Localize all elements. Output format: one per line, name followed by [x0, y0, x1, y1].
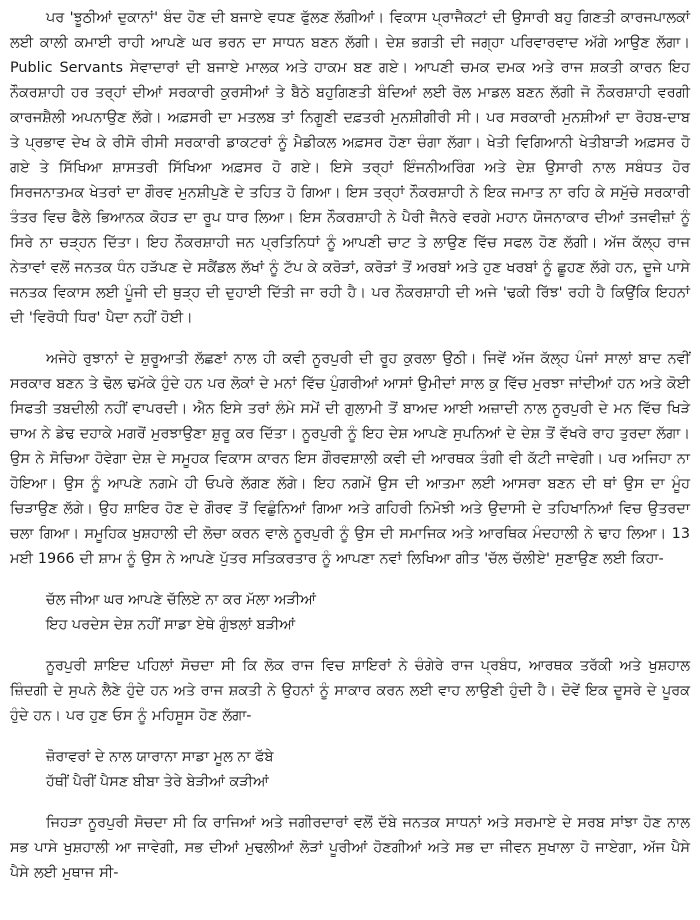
paragraph-poverty: ਜਿਹੜਾ ਨੂਰਪੁਰੀ ਸੋਚਦਾ ਸੀ ਕਿ ਰਾਜਿਆਂ ਅਤੇ ਜਗੀਰਦਾਰਾਂ ਵਲੋਂ ਦੱਬੇ ਜਨਤਕ ਸਾਧਨਾਂ ਅਤੇ ਸਰਮਾਏ ਦੇ ਸਰਬ ਸਾਂਝਾ ਹੋਣ ਨਾਲ ਸਭ ਪਾਸੇ ਖੁਸ਼ਹਾਲੀ ਆ ਜਾਵੇਗੀ, ਸਭ ਦੀਆਂ ਮੁਢਲੀਆਂ ਲੋੜਾਂ ਪੂਰੀਆਂ ਹੋਣਗੀਆਂ ਅਤੇ ਸਭ ਦਾ ਜੀਵਨ ਸੁਖਾਲਾ ਹੋ ਜਾਏਗਾ, ਅੱਜ ਪੈਸੇ ਪੈਸੇ ਲਈ ਮੁਥਾਜ ਸੀ-	[10, 815, 690, 881]
verse-zoravaran	[46, 745, 690, 795]
verse-line: ਚੱਲ ਜੀਆ ਘਰ ਆਪਣੇ ਚੱਲਿਏ ਨਾ ਕਰ ਮੱਲਾ ਅੜੀਆਂ	[46, 592, 316, 608]
verse-line: ਹੱਥੀਂ ਪੈਰੀਂ ਪੈਸਣ ਬੀਬਾ ਤੇਰੇ ਬੇੜੀਆਂ ਕੜੀਆਂ	[46, 774, 269, 790]
paragraph-poets-dreams: ਨੂਰਪੁਰੀ ਸ਼ਾਇਦ ਪਹਿਲਾਂ ਸੋਚਦਾ ਸੀ ਕਿ ਲੋਕ ਰਾਜ ਵਿਚ ਸ਼ਾਇਰਾਂ ਨੇ ਚੰਗੇਰੇ ਰਾਜ ਪ੍ਰਬੰਧ, ਆਰਥਕ ਤਰੱਕੀ ਅਤੇ ਖੁਸ਼ਹਾਲ ਜ਼ਿੰਦਗੀ ਦੇ ਸੁਪਨੇ ਲੈਣੇ ਹੁੰਦੇ ਹਨ ਅਤੇ ਰਾਜ ਸ਼ਕਤੀ ਨੇ ਉਹਨਾਂ ਨੂੰ ਸਾਕਾਰ ਕਰਨ ਲਈ ਵਾਹ ਲਾਉਣੀ ਹੁੰਦੀ ਹੈ। ਦੋਵੇਂ ਇਕ ਦੂਸਰੇ ਦੇ ਪੂਰਕ ਹੁੰਦੇ ਹਨ। ਪਰ ਹੁਣ ਓਸ ਨੂੰ ਮਹਿਸੂਸ ਹੋਣ ਲੱਗਾ-	[10, 658, 690, 724]
verse-line: ਜ਼ੋਰਾਵਰਾਂ ਦੇ ਨਾਲ ਯਾਰਾਨਾ ਸਾਡਾ ਮੂਲ ਨਾ ਫੱਬੇ	[46, 749, 274, 765]
paragraph-bureaucracy: ਪਰ 'ਝੂਠੀਆਂ ਦੁਕਾਨਾਂ' ਬੰਦ ਹੋਣ ਦੀ ਬਜਾਏ ਵਧਣ ਫੁੱਲਣ ਲੱਗੀਆਂ। ਵਿਕਾਸ ਪ੍ਰਾਜੈਕਟਾਂ ਦੀ ਉਸਾਰੀ ਬਹੁ ਗਿਣਤੀ ਕਾਰਜਪਾਲਕਾਂ ਲਈ ਕਾਲੀ ਕਮਾਈ ਰਾਹੀ ਆਪਣੇ ਘਰ ਭਰਨ ਦਾ ਸਾਧਨ ਬਣਨ ਲੱਗੀ। ਦੇਸ਼ ਭਗਤੀ ਦੀ ਜਗ੍ਹਾ ਪਰਿਵਾਰਵਾਦ ਅੱਗੇ ਆਉਣ ਲੱਗਾ। Public Servants ਸੇਵਾਦਾਰਾਂ ਦੀ ਬਜਾਏ ਮਾਲਕ ਅਤੇ ਹਾਕਮ ਬਣ ਗਏ। ਆਪਣੀ ਚਮਕ ਦਮਕ ਅਤੇ ਰਾਜ ਸ਼ਕਤੀ ਕਾਰਨ ਇਹ ਨੌਕਰਸ਼ਾਹੀ ਹਰ ਤਰ੍ਹਾਂ ਦੀਆਂ ਸਰਕਾਰੀ ਕੁਰਸੀਆਂ ਤੇ ਬੈਠੇ ਬਹੁਗਿਣਤੀ ਬੰਦਿਆਂ ਲਈ ਰੋਲ ਮਾਡਲ ਬਣਨ ਲੱਗੀ ਜੋ ਨੌਕਰਸ਼ਾਹੀ ਵਰਗੀ ਕਾਰਜਸ਼ੈਲੀ ਅਪਨਾਉਣ ਲੱਗੇ। ਅਫ਼ਸਰੀ ਦਾ ਮਤਲਬ ਤਾਂ ਨਿਗੂਣੀ ਦਫ਼ਤਰੀ ਮੁਨਸ਼ੀਗੀਰੀ ਸੀ। ਪਰ ਸਰਕਾਰੀ ਮੁਨਸ਼ੀਆਂ ਦਾ ਰੋਹਬ-ਦਾਬ ਤੇ ਪ੍ਰਭਾਵ ਦੇਖ ਕੇ ਰੀਸੋ ਰੀਸੀ ਸਰਕਾਰੀ ਡਾਕਟਰਾਂ ਨੂੰ ਮੈਡੀਕਲ ਅਫ਼ਸਰ ਹੋਣਾ ਚੰਗਾ ਲੱਗਾ। ਖੇਤੀ ਵਿਗਿਆਨੀ ਖੇਤੀਬਾੜੀ ਅਫ਼ਸਰ ਹੋ ਗਏ ਤੇ ਸਿੱਖਿਆ ਸ਼ਾਸਤਰੀ ਸਿੱਖਿਆ ਅਫ਼ਸਰ ਹੋ ਗਏ। ਇਸੇ ਤਰ੍ਹਾਂ ਇੰਜਨੀਅਰਿੰਗ ਅਤੇ ਦੇਸ਼ ਉਸਾਰੀ ਨਾਲ ਸਬੰਧਤ ਹੋਰ ਸਿਰਜਨਾਤਮਕ ਖੇਤਰਾਂ ਦਾ ਗੌਰਵ ਮੁਨਸ਼ੀਪੁਣੇ ਦੇ ਤਹਿਤ ਹੋ ਗਿਆ। ਇਸ ਤਰ੍ਹਾਂ ਨੌਕਰਸ਼ਾਹੀ ਨੇ ਇਕ ਜਮਾਤ ਨਾ ਰਹਿ ਕੇ ਸਮੁੱਚੇ ਸਰਕਾਰੀ ਤੰਤਰ ਵਿਚ ਫੈਲੇ ਭਿਆਨਕ ਕੋਹੜ ਦਾ ਰੂਪ ਧਾਰ ਲਿਆ। ਇਸ ਨੌਕਰਸ਼ਾਹੀ ਨੇ ਪੈਰੀ ਜੈਨਰੇ ਵਰਗੇ ਮਹਾਨ ਯੋਜਨਾਕਾਰ ਦੀਆਂ ਤਜਵੀਜ਼ਾਂ ਨੂੰ ਸਿਰੇ ਨਾ ਚੜ੍ਹਨ ਦਿੱਤਾ। ਇਹ ਨੌਕਰਸ਼ਾਹੀ ਜਨ ਪ੍ਰਤਿਨਿਧਾਂ ਨੂੰ ਆਪਣੀ ਚਾਟ ਤੇ ਲਾਉਣ ਵਿੱਚ ਸਫਲ ਹੋਣ ਲੱਗੀ। ਅੱਜ ਕੱਲ੍ਹ ਰਾਜ ਨੇਤਾਵਾਂ ਵਲੋਂ ਜਨਤਕ ਧੰਨ ਹੜੱਪਣ ਦੇ ਸਕੈਂਡਲ ਲੱਖਾਂ ਨੂੰ ਟੱਪ ਕੇ ਕਰੋੜਾਂ, ਕਰੋੜਾਂ ਤੋਂ ਅਰਬਾਂ ਅਤੇ ਹੁਣ ਖਰਬਾਂ ਨੂੰ ਛੂਹਣ ਲੱਗੇ ਹਨ, ਦੂਜੇ ਪਾਸੇ ਜਨਤਕ ਵਿਕਾਸ ਲਈ ਪੂੰਜੀ ਦੀ ਥੁੜ੍ਹ ਦੀ ਦੁਹਾਈ ਦਿੱਤੀ ਜਾ ਰਹੀ ਹੈ। ਪਰ ਨੌਕਰਸ਼ਾਹੀ ਦੀ ਅਜੇ 'ਢਕੀ ਰਿੱਝ' ਰਹੀ ਹੈ ਕਿਉਂਕਿ ਇਹਨਾਂ ਦੀ 'ਵਿਰੋਧੀ ਧਿਰ' ਪੈਦਾ ਨਹੀਂ ਹੋਈ।	[10, 10, 690, 326]
verse-line: ਇਹ ਪਰਦੇਸ ਦੇਸ਼ ਨਹੀਂ ਸਾਡਾ ਏਥੇ ਗੁੰਝਲਾਂ ਬੜੀਆਂ	[46, 617, 296, 633]
verse-chall-challiye	[46, 588, 690, 638]
paragraph-nurpuri-disillusion: ਅਜੇਹੇ ਰੁਝਾਨਾਂ ਦੇ ਸ਼ੁਰੂਆਤੀ ਲੱਛਣਾਂ ਨਾਲ ਹੀ ਕਵੀ ਨੂਰਪੁਰੀ ਦੀ ਰੂਹ ਕੁਰਲਾ ਉਠੀ। ਜਿਵੇਂ ਅੱਜ ਕੱਲ੍ਹ ਪੰਜਾਂ ਸਾਲਾਂ ਬਾਦ ਨਵੀਂ ਸਰਕਾਰ ਬਣਨ ਤੇ ਢੋਲ ਢਮੱਕੇ ਹੁੰਦੇ ਹਨ ਪਰ ਲੋਕਾਂ ਦੇ ਮਨਾਂ ਵਿੱਚ ਪੁੰਗਰੀਆਂ ਆਸਾਂ ਉਮੀਦਾਂ ਸਾਲ ਕੁ ਵਿੱਚ ਮੁਰਝਾ ਜਾਂਦੀਆਂ ਹਨ ਅਤੇ ਕੋਈ ਸਿਫਤੀ ਤਬਦੀਲੀ ਨਹੀਂ ਵਾਪਰਦੀ। ਐਨ ਇਸੇ ਤਰਾਂ ਲੰਮੇ ਸਮੇਂ ਦੀ ਗੁਲਾਮੀ ਤੋਂ ਬਾਅਦ ਆਈ ਅਜ਼ਾਦੀ ਨਾਲ ਨੂਰਪੁਰੀ ਦੇ ਮਨ ਵਿੱਚ ਖਿੜੇ ਚਾਅ ਨੇ ਡੇਢ ਦਹਾਕੇ ਮਗਰੋਂ ਮੁਰਝਾਉਣਾ ਸ਼ੁਰੂ ਕਰ ਦਿੱਤਾ। ਨੂਰਪੁਰੀ ਨੂੰ ਇਹ ਦੇਸ਼ ਆਪਣੇ ਸੁਪਨਿਆਂ ਦੇ ਦੇਸ਼ ਤੋਂ ਵੱਖਰੇ ਰਾਹ ਤੁਰਦਾ ਲੱਗਾ। ਉਸ ਨੇ ਸੋਚਿਆ ਹੋਵੇਗਾ ਦੇਸ਼ ਦੇ ਸਮੂਹਕ ਵਿਕਾਸ ਕਾਰਨ ਇਸ ਗੌਰਵਸ਼ਾਲੀ ਕਵੀ ਦੀ ਆਰਥਕ ਤੰਗੀ ਵੀ ਕੱਟੀ ਜਾਵੇਗੀ। ਪਰ ਅਜਿਹਾ ਨਾ ਹੋਇਆ। ਉਸ ਨੂੰ ਆਪਣੇ ਨਗਮੇ ਹੀ ਓਪਰੇ ਲੱਗਣ ਲੱਗੇ। ਇਹ ਨਗਮੇਂ ਉਸ ਦੀ ਆਤਮਾ ਲਈ ਆਸਰਾ ਬਣਨ ਦੀ ਥਾਂ ਉਸ ਦਾ ਮੂੰਹ ਚਿੜਾਉਣ ਲੱਗੇ। ਉਹ ਸ਼ਾਇਰ ਹੋਣ ਦੇ ਗੌਰਵ ਤੋਂ ਵਿਛੁੰਨਿਆਂ ਗਿਆ ਅਤੇ ਗਹਿਰੀ ਨਿਮੋਝੀ ਅਤੇ ਉਦਾਸੀ ਦੇ ਤਹਿਖਾਨਿਆਂ ਵਿਚ ਉਤਰਦਾ ਚਲਾ ਗਿਆ। ਸਮੂਹਿਕ ਖੁਸ਼ਹਾਲੀ ਦੀ ਲੋਚਾ ਕਰਨ ਵਾਲੇ ਨੂਰਪੁਰੀ ਨੂੰ ਉਸ ਦੀ ਸਮਾਜਿਕ ਅਤੇ ਆਰਥਿਕ ਮੰਦਹਾਲੀ ਨੇ ਢਾਹ ਲਿਆ। 13 ਮਈ 1966 ਦੀ ਸ਼ਾਮ ਨੂੰ ਉਸ ਨੇ ਆਪਣੇ ਪੁੱਤਰ ਸਤਿਕਰਤਾਰ ਨੂੰ ਆਪਣਾ ਨਵਾਂ ਲਿਖਿਆ ਗੀਤ 'ਚੱਲ ਚੱਲੀਏ' ਸੁਣਾਉਣ ਲਈ ਕਿਹਾ-	[10, 351, 690, 567]
